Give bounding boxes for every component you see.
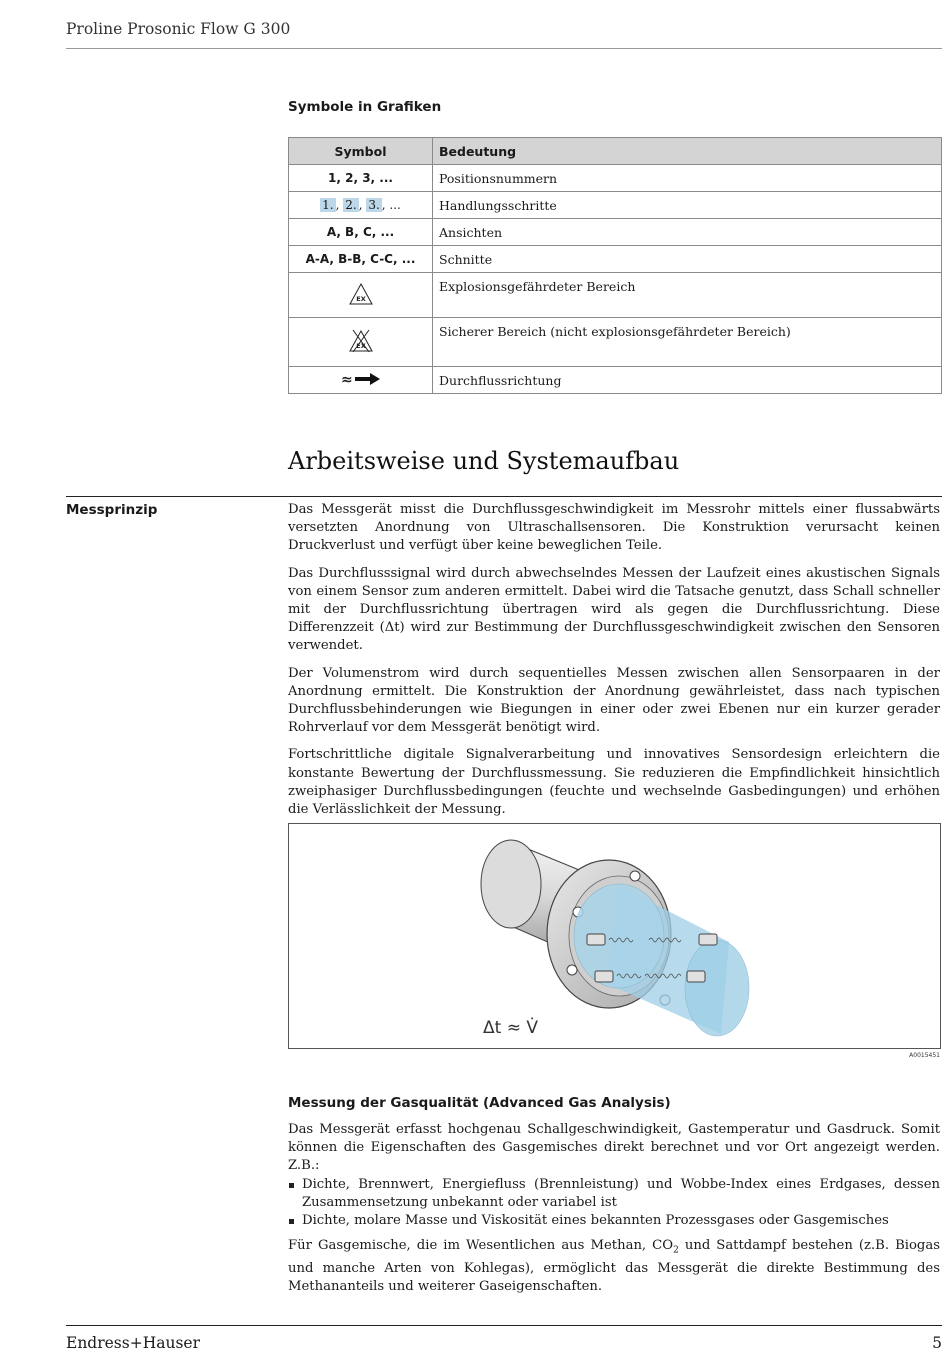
meaning-cell: Positionsnummern [433, 165, 942, 192]
step-marker: 3. [368, 198, 380, 212]
safe-zone-icon [348, 328, 374, 354]
section-title: Arbeitsweise und Systemaufbau [288, 447, 680, 475]
table-row [289, 246, 942, 273]
paragraph: Das Messgerät misst die Durchflussgeschwindigkeit im Messrohr mittels einer flussabwärts versetzten Anordnung von Ultraschallsensoren. Die Konstruktion verursacht keinen Druckverlust und verfügt über keine beweglichen Teile. [288, 502, 940, 554]
table-header-row [289, 138, 942, 165]
measuring-principle-figure [288, 823, 941, 1049]
text-run: und Sattdampf bestehen (z.B. Biogas und manche Arten von Kohlegas), ermöglicht das Messgerät die direkte Bestimmung des Methananteils und weiterer Gaseigenschaften. [288, 1238, 941, 1295]
side-label-messprinzip: Messprinzip [66, 502, 158, 518]
section-divider [66, 496, 942, 497]
symbol-cell: 1, 2, 3, ... [289, 165, 433, 192]
footer-brand: Endress+Hauser [66, 1334, 200, 1352]
text-run: Für Gasgemische, die im Wesentlichen aus Methan, CO [288, 1238, 674, 1254]
meaning-cell: Explosionsgefährdeter Bereich [433, 273, 942, 318]
symbol-cell: 1. , 2. , 3. , ... [289, 192, 433, 219]
step-marker-tail: , ... [381, 198, 401, 212]
symbol-cell: A, B, C, ... [289, 219, 433, 246]
table-row [289, 318, 942, 367]
footer-divider [66, 1325, 942, 1326]
table-row [289, 219, 942, 246]
column-header-symbol: Symbol [289, 138, 433, 165]
bullet-list [288, 1176, 940, 1231]
page-number: 5 [932, 1334, 942, 1352]
ex-zone-icon-label: EX [355, 294, 366, 303]
table-row [289, 273, 942, 318]
paragraph: Fortschrittliche digitale Signalverarbeitung und innovatives Sensordesign erleichtern die konstante Bewertung der Durchflussmessung. Sie reduzieren die Empfindlichkeit hinsichtlich zweiphasiger Durchflussbedingungen (feuchte und wechselnde Gasbedingungen) und erhöhen die Verlässlichkeit der Messung. [288, 747, 940, 818]
column-header-meaning: Bedeutung [433, 138, 942, 165]
ex-zone-icon [348, 282, 374, 306]
meaning-cell: Handlungsschritte [433, 192, 942, 219]
step-marker: 2. [345, 198, 357, 212]
figure-formula: Δt ≈ V̇ [483, 1018, 538, 1038]
symbols-table [288, 137, 942, 394]
meaning-cell: Durchflussrichtung [433, 367, 942, 394]
symbol-cell: A-A, B-B, C-C, ... [289, 246, 433, 273]
gas-quality-text [288, 1121, 940, 1296]
meaning-cell: Ansichten [433, 219, 942, 246]
table-row [289, 192, 942, 219]
figure-code: A0015451 [909, 1052, 940, 1059]
symbol-cell [289, 367, 433, 394]
symbols-heading: Symbole in Grafiken [288, 99, 442, 115]
document-header-title: Proline Prosonic Flow G 300 [66, 20, 291, 38]
flow-direction-icon [341, 372, 381, 386]
table-row [289, 165, 942, 192]
table-row [289, 367, 942, 394]
symbol-cell [289, 318, 433, 367]
flow-direction-icon-glyph: ≈ [340, 371, 353, 386]
step-marker: 1. [322, 198, 334, 212]
meaning-cell: Sicherer Bereich (nicht explosionsgefährdeter Bereich) [433, 318, 942, 367]
gas-quality-heading: Messung der Gasqualität (Advanced Gas Analysis) [288, 1095, 671, 1111]
paragraph: Das Messgerät erfasst hochgenau Schallgeschwindigkeit, Gastemperatur und Gasdruck. Somit können die Eigenschaften des Gasgemisches direkt berechnet und vor Ort angezeigt werden. Z.B.: [288, 1122, 940, 1174]
list-item: Dichte, Brennwert, Energiefluss (Brennleistung) und Wobbe-Index eines Erdgases, dessen Zusammensetzung unbekannt oder variabel ist [288, 1176, 940, 1212]
messprinzip-text [288, 501, 940, 828]
header-divider [66, 48, 942, 49]
paragraph [288, 1237, 940, 1296]
paragraph: Das Durchflusssignal wird durch abwechselndes Messen der Laufzeit eines akustischen Signals von einem Sensor zum anderen ermittelt. Dabei wird die Tatsache genutzt, dass Schall schneller mit der Durchflussrichtung übertragen wird als gegen die Durchflussrichtung. Diese Differenzzeit (Δt) wird zur Bestimmung der Durchflussgeschwindigkeit zwischen den Sensoren verwendet. [288, 565, 940, 654]
safe-zone-icon-label: EX [355, 341, 366, 350]
symbol-cell [289, 273, 433, 318]
paragraph: Der Volumenstrom wird durch sequentielles Messen zwischen allen Sensorpaaren in der Anordnung ermittelt. Die Konstruktion der Anordnung gewährleistet, dass nach typischen Durchflussbehinderungen wie Biegungen in einer oder zwei Ebenen nur ein kurzer gerader Rohrverlauf vor dem Messgerät benötigt wird. [288, 665, 940, 736]
subscript: 2 [673, 1245, 679, 1256]
list-item: Dichte, molare Masse und Viskosität eines bekannten Prozessgases oder Gasgemisches [288, 1212, 940, 1230]
meaning-cell: Schnitte [433, 246, 942, 273]
flow-meter-illustration [289, 824, 940, 1048]
